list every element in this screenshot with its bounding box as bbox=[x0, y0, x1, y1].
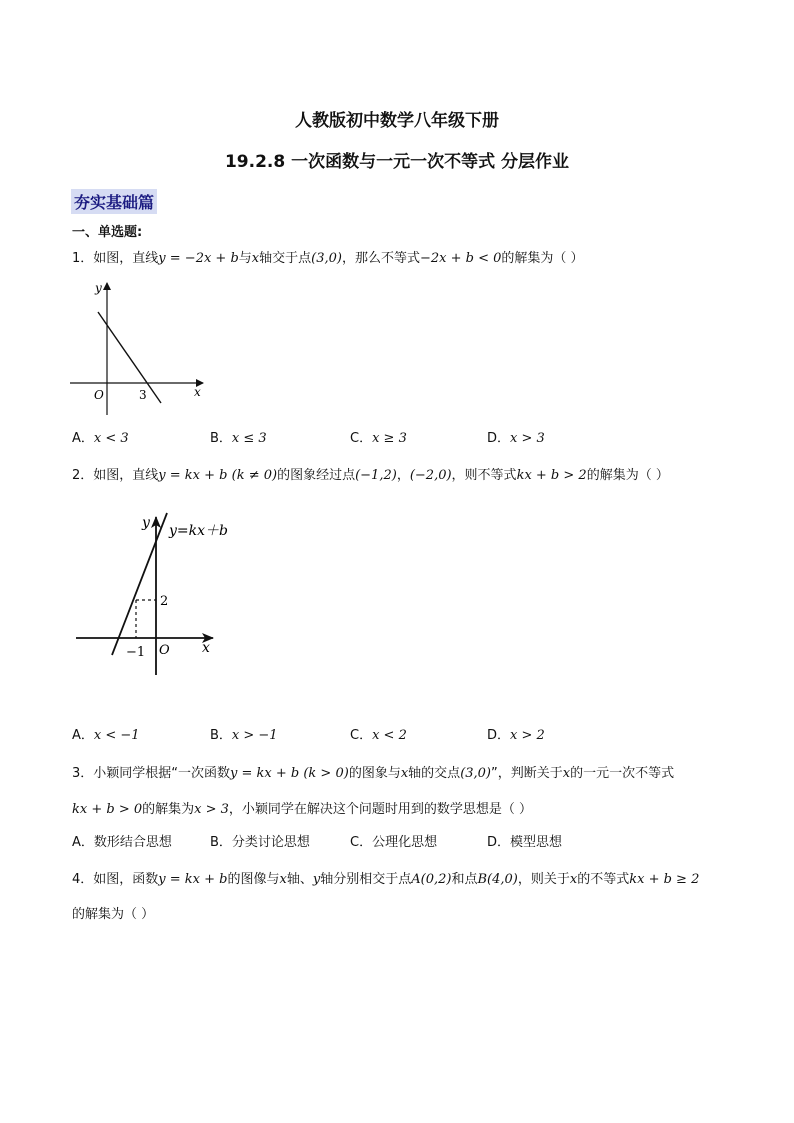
question-4-stem-line2: 的解集为（ ） bbox=[72, 907, 155, 922]
q3-option-b[interactable]: B．分类讨论思想 bbox=[210, 835, 310, 850]
q2-option-a[interactable]: A．x < −1 bbox=[72, 728, 140, 743]
q2-option-b[interactable]: B．x > −1 bbox=[210, 728, 278, 743]
question-4-stem-line1: 4．如图，函数y = kx + b的图像与x轴、y轴分别相交于点A(0,2)和点B(4,0)，则关于x的不等式kx + b ≥ 2 bbox=[72, 872, 700, 887]
question-3-stem-line1: 3．小颖同学根据“一次函数y = kx + b (k > 0)的图象与x轴的交点(3,0)”，判断关于x的一元一次不等式 bbox=[72, 766, 675, 781]
q2-line-label: y=kx＋b bbox=[169, 523, 228, 539]
q2-inequality: kx + b > 2 bbox=[516, 468, 587, 483]
q2-number: 2． bbox=[72, 468, 94, 483]
q4-number: 4． bbox=[72, 872, 94, 887]
doc-subtitle: 19.2.8 一次函数与一元一次不等式 分层作业 bbox=[224, 152, 570, 172]
q1-option-a[interactable]: A．x < 3 bbox=[72, 431, 129, 446]
q3-inequality: kx + b > 0 bbox=[72, 802, 143, 817]
q2-y-label: y bbox=[142, 515, 150, 531]
q2-origin-label: O bbox=[159, 643, 170, 658]
q2-option-d[interactable]: D．x > 2 bbox=[487, 728, 545, 743]
q2-tick-2: 2 bbox=[160, 594, 169, 609]
doc-title: 人教版初中数学八年级下册 bbox=[295, 111, 499, 131]
q3-equation: y = kx + b (k > 0) bbox=[230, 766, 349, 781]
q1-tick-3: 3 bbox=[139, 388, 147, 402]
q2-x-label: x bbox=[202, 640, 210, 656]
q1-x-label: x bbox=[194, 385, 201, 399]
q1-option-d[interactable]: D．x > 3 bbox=[487, 431, 545, 446]
q3-option-a[interactable]: A．数形结合思想 bbox=[72, 835, 172, 850]
q3-option-c[interactable]: C．公理化思想 bbox=[350, 835, 438, 850]
q1-inequality: −2x + b < 0 bbox=[420, 251, 502, 266]
q4-equation: y = kx + b bbox=[158, 872, 228, 887]
q1-option-c[interactable]: C．x ≥ 3 bbox=[350, 431, 407, 446]
part-label: 一、单选题: bbox=[72, 225, 143, 240]
q2-graph bbox=[70, 505, 255, 685]
q2-line bbox=[112, 513, 167, 655]
q1-option-b[interactable]: B．x ≤ 3 bbox=[210, 431, 267, 446]
q1-y-label: y bbox=[95, 281, 102, 295]
q3-number: 3． bbox=[72, 766, 94, 781]
question-1-stem: 1．如图，直线y = −2x + b与x轴交于点(3,0)，那么不等式−2x + b < 0的解集为（ ） bbox=[72, 251, 584, 266]
q3-option-d[interactable]: D．模型思想 bbox=[487, 835, 563, 850]
question-3-stem-line2: kx + b > 0的解集为x > 3，小颖同学在解决这个问题时用到的数学思想是（ ） bbox=[72, 802, 533, 817]
q1-graph bbox=[60, 275, 220, 425]
q4-inequality: kx + b ≥ 2 bbox=[629, 872, 700, 887]
q1-number: 1． bbox=[72, 251, 94, 266]
question-2-stem: 2．如图，直线y = kx + b (k ≠ 0)的图象经过点(−1,2)，(−2,0)，则不等式kx + b > 2的解集为（ ） bbox=[72, 468, 669, 483]
q2-equation: y = kx + b (k ≠ 0) bbox=[158, 468, 278, 483]
q1-origin-label: O bbox=[94, 388, 104, 402]
section-label: 夯实基础篇 bbox=[71, 189, 157, 214]
q1-equation: y = −2x + b bbox=[158, 251, 239, 266]
q2-option-c[interactable]: C．x < 2 bbox=[350, 728, 407, 743]
q2-tick-neg1: −1 bbox=[126, 645, 146, 660]
